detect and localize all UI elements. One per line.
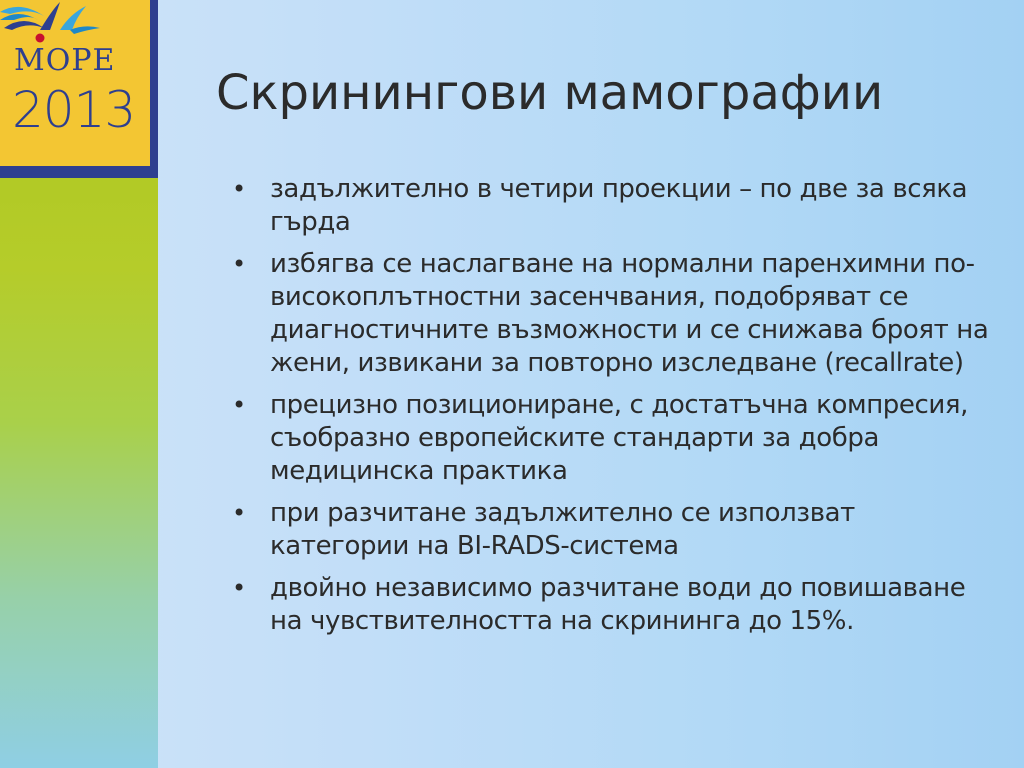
bullet-icon: • xyxy=(232,499,247,527)
bullet-text: двойно независимо разчитане води до повишаване на чувствителността на скрининга до 15%. xyxy=(270,573,966,636)
list-item xyxy=(232,248,1002,380)
conference-logo xyxy=(0,0,158,178)
slide-title: Скринингови мамографии xyxy=(216,65,884,121)
bullet-icon: • xyxy=(232,391,247,419)
bullet-list xyxy=(232,173,1002,647)
bullet-icon: • xyxy=(232,250,247,278)
logo-panel xyxy=(0,0,150,166)
bullet-icon: • xyxy=(232,175,247,203)
logo-wordmark: МОРЕ xyxy=(14,43,116,78)
bullet-text: задължително в четири проекции – по две за всяка гърда xyxy=(270,174,968,237)
bullet-icon: • xyxy=(232,574,247,602)
list-item xyxy=(232,572,1002,638)
bullet-text: прецизно позициониране, с достатъчна компресия, съобразно европейските стандарти за добра медицинска практика xyxy=(270,390,968,486)
bullet-text: при разчитане задължително се използват категории на BI-RADS-система xyxy=(270,498,855,561)
list-item xyxy=(232,389,1002,488)
list-item xyxy=(232,497,1002,563)
list-item xyxy=(232,173,1002,239)
bullet-text: избягва се наслагване на нормални паренхимни по-високоплътностни засенчвания, подобряват се диагностичните възможности и се снижава броят на жени, извикани за повторно изследване (recallrate) xyxy=(270,249,989,378)
logo-year: 2013 xyxy=(12,81,136,139)
